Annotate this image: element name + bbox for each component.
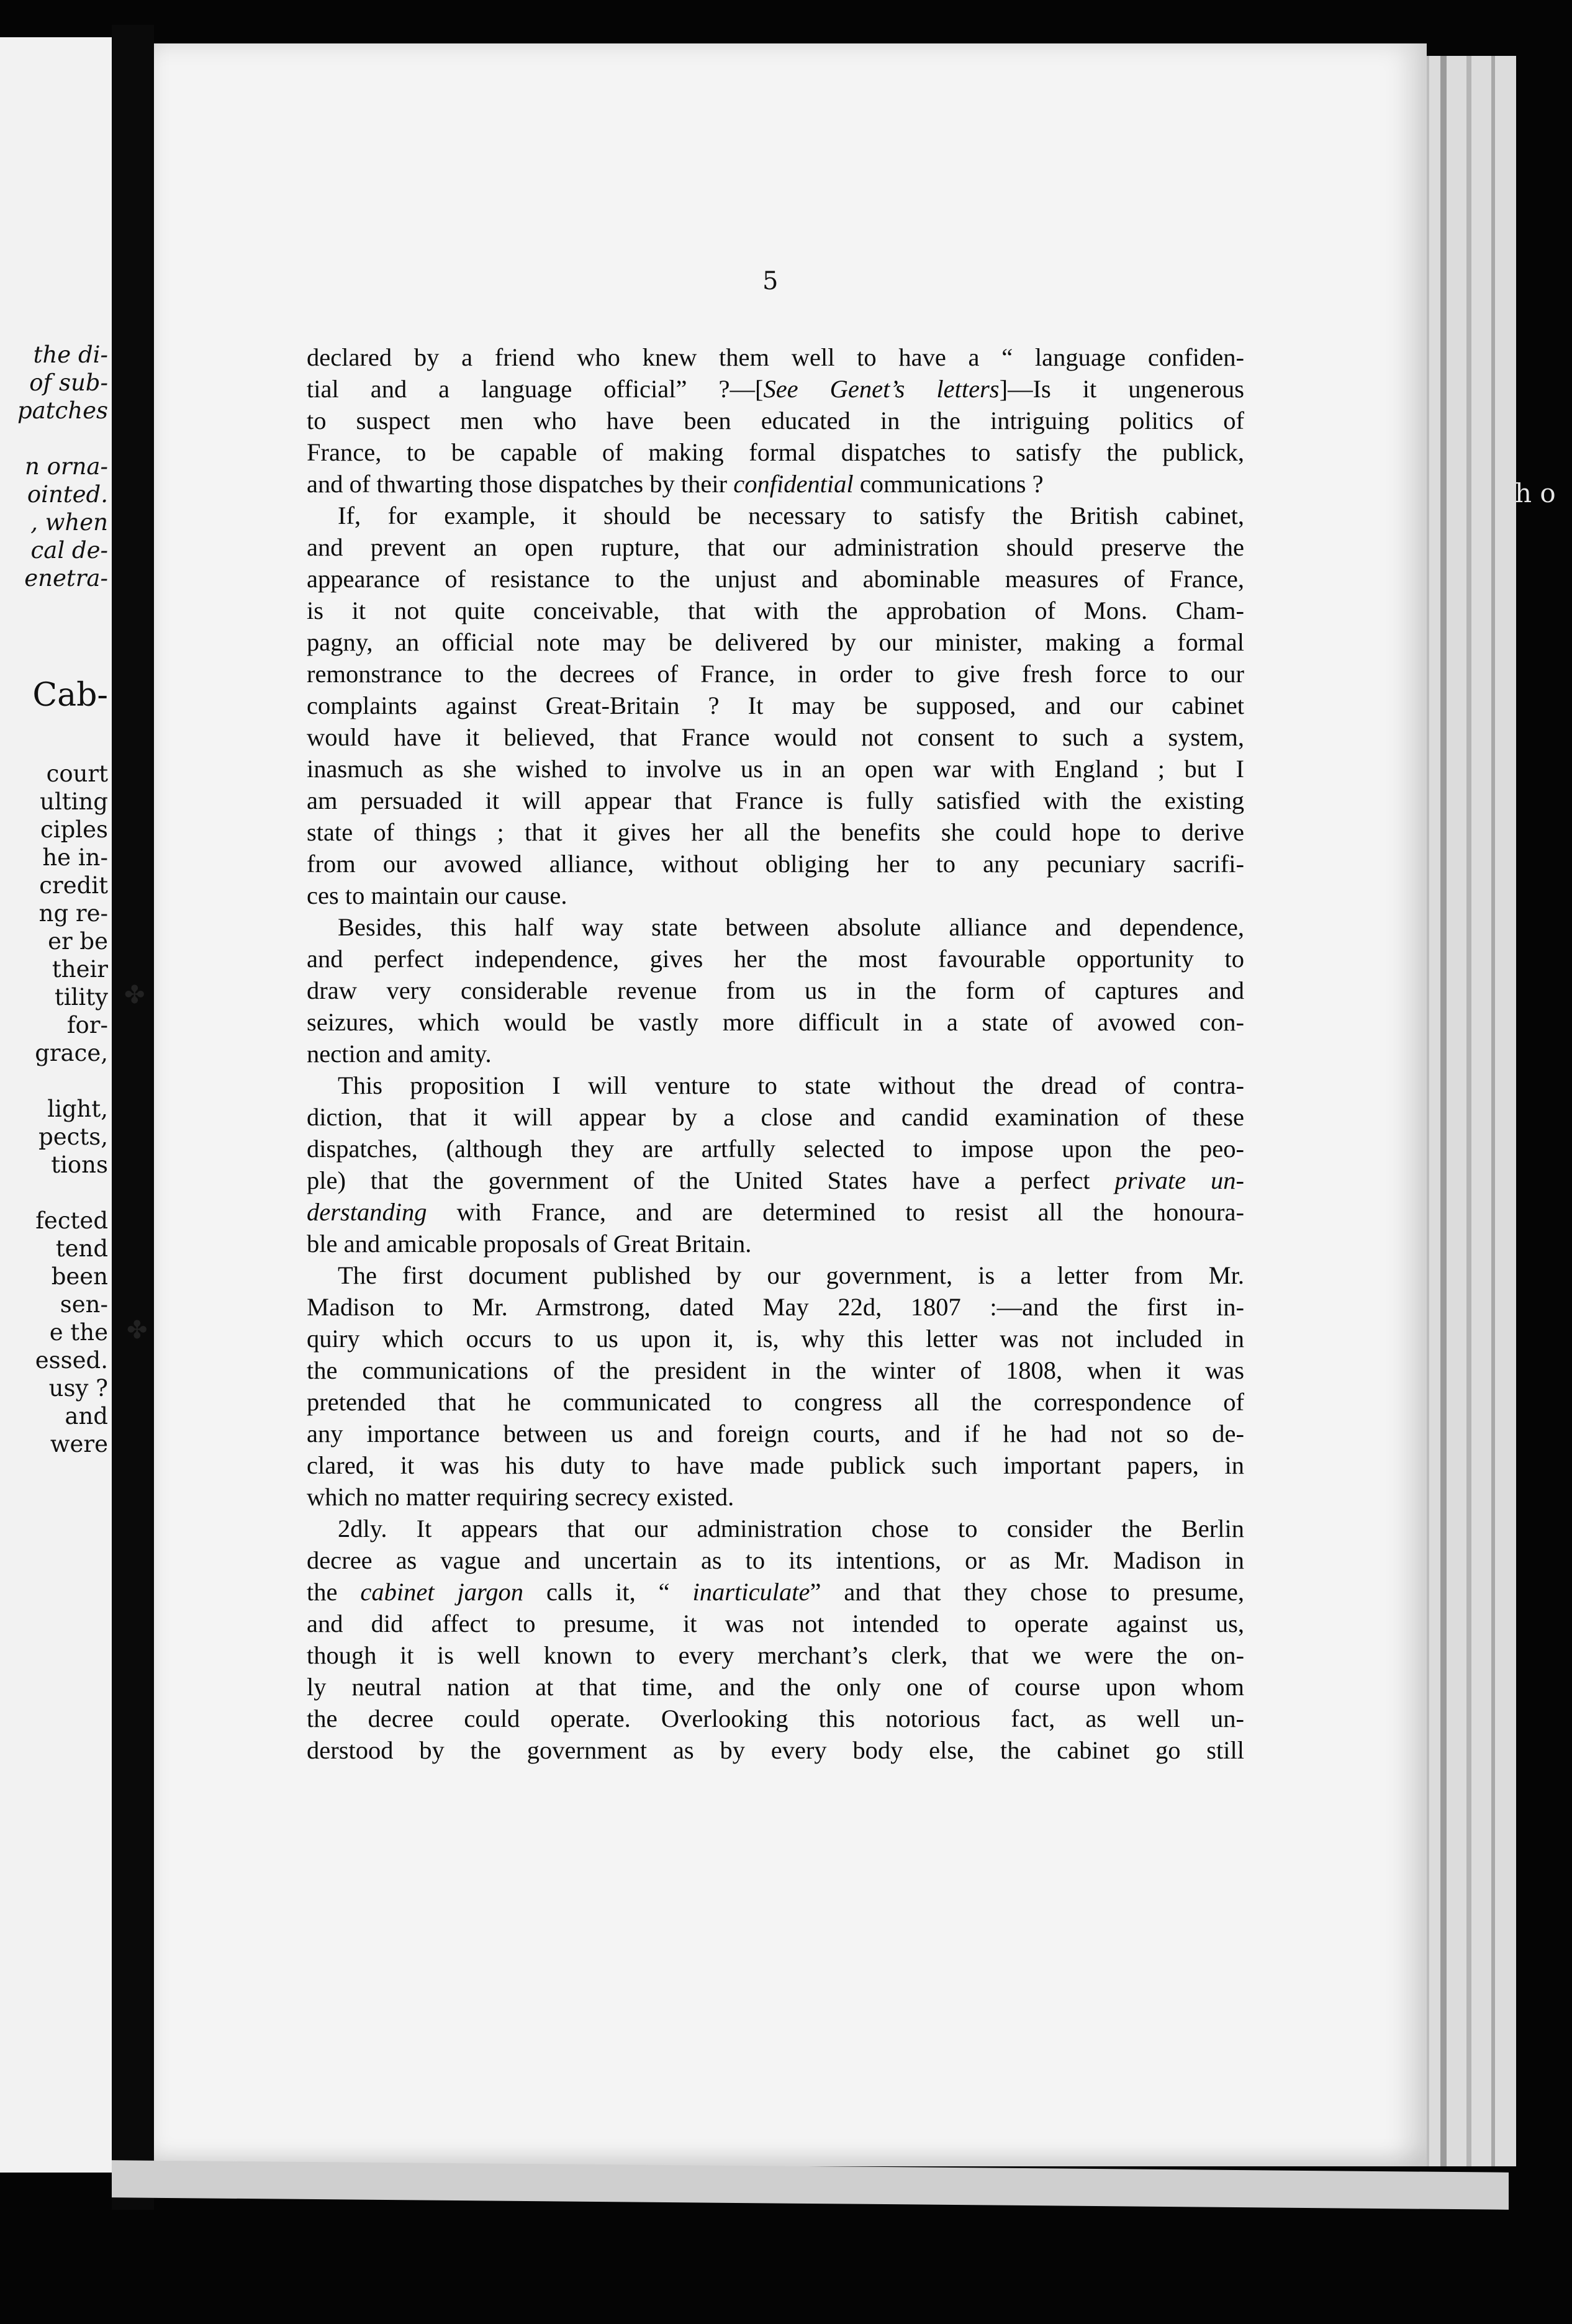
text-segment: appearance of resistance to the unjust and abominable measures of France, — [307, 565, 1244, 593]
text-segment: If, for example, it should be necessary to satisfy the British cabinet, — [338, 502, 1244, 529]
text-segment: This proposition I will venture to state without the dread of contra- — [338, 1071, 1244, 1099]
text-segment: and prevent an open rupture, that our administration should preserve the — [307, 533, 1244, 561]
text-line — [307, 1418, 1244, 1449]
text-line — [307, 500, 1244, 531]
italic-text-segment: private un- — [1114, 1166, 1244, 1194]
italic-text-segment: derstanding — [307, 1198, 427, 1226]
text-line — [307, 1544, 1244, 1576]
text-segment: declared by a friend who knew them well to have a “ language confiden- — [307, 343, 1244, 371]
text-segment: and of thwarting those dispatches by their — [307, 470, 734, 498]
italic-text-segment: See Genet’s letters — [763, 375, 1000, 403]
text-line — [307, 1038, 1244, 1070]
text-line — [307, 975, 1244, 1006]
left-page-line-fragment: been — [51, 1263, 108, 1290]
text-line — [307, 1386, 1244, 1418]
text-line — [307, 341, 1244, 373]
text-line — [307, 658, 1244, 690]
text-segment: dispatches, (although they are artfully selected to impose upon the peo- — [307, 1135, 1244, 1163]
text-line — [307, 468, 1244, 500]
text-line — [307, 1639, 1244, 1671]
left-page-line-fragment: pects, — [38, 1124, 108, 1150]
text-segment: remonstrance to the decrees of France, in order to give fresh force to our — [307, 660, 1244, 688]
text-segment: seizures, which would be vastly more difficult in a state of avowed con- — [307, 1008, 1244, 1036]
left-page-line-fragment: Cab- — [32, 677, 108, 714]
body-text — [307, 341, 1244, 1766]
text-line — [307, 1354, 1244, 1386]
left-page-line-fragment: ciples — [40, 816, 108, 843]
text-line — [307, 405, 1244, 436]
text-segment: decree as vague and uncertain as to its intentions, or as Mr. Madison in — [307, 1546, 1244, 1574]
left-page-line-fragment: tend — [55, 1235, 108, 1262]
text-line — [307, 1006, 1244, 1038]
text-segment: and did affect to presume, it was not intended to operate against us, — [307, 1610, 1244, 1637]
left-page-line-fragment: grace, — [35, 1040, 108, 1066]
text-segment: quiry which occurs to us upon it, is, why this letter was not included in — [307, 1325, 1244, 1353]
text-line — [307, 436, 1244, 468]
left-page-line-fragment: tions — [51, 1151, 108, 1178]
left-page-line-fragment: of sub- — [29, 369, 108, 396]
left-page-line-fragment: n orna- — [25, 453, 108, 480]
text-segment: draw very considerable revenue from us in the form of captures and — [307, 976, 1244, 1004]
left-page-line-fragment: sen- — [60, 1291, 108, 1318]
left-page-line-fragment: the di- — [33, 341, 108, 368]
text-segment: nection and amity. — [307, 1040, 492, 1068]
text-segment: ly neutral nation at that time, and the only one of course upon whom — [307, 1673, 1244, 1701]
text-segment: ]—Is it ungenerous — [999, 375, 1244, 403]
text-line — [307, 1323, 1244, 1354]
gutter-ornament-mark: ✤ — [127, 1316, 148, 1344]
text-segment: with France, and are determined to resist all the honoura- — [427, 1198, 1244, 1226]
text-line — [307, 626, 1244, 658]
text-segment: ple) that the government of the United States have a perfect — [307, 1166, 1115, 1194]
left-page-line-fragment: and — [65, 1403, 108, 1430]
left-page-line-fragment: cal de- — [30, 537, 108, 564]
text-segment: and perfect independence, gives her the most favourable opportunity to — [307, 945, 1244, 973]
text-segment: the communications of the president in the winter of 1808, when it was — [307, 1356, 1244, 1384]
text-segment: 2dly. It appears that our administration chose to consider the Berlin — [338, 1515, 1244, 1543]
text-segment: calls it, “ — [523, 1578, 693, 1606]
left-page-line-fragment: he in- — [42, 844, 108, 871]
text-segment: ” and that they chose to presume, — [810, 1578, 1244, 1606]
left-page-line-fragment: enetra- — [24, 565, 108, 592]
text-segment: to suspect men who have been educated in the intriguing politics of — [307, 407, 1244, 435]
left-page-line-fragment: ng re- — [38, 900, 108, 927]
text-segment: the decree could operate. Overlooking this notorious fact, as well un- — [307, 1705, 1244, 1732]
text-line — [307, 1703, 1244, 1734]
italic-text-segment: inarticulate — [692, 1578, 810, 1606]
text-segment: tial and a language official” ?—[ — [307, 375, 764, 403]
text-segment: state of things ; that it gives her all the benefits she could hope to derive — [307, 818, 1244, 846]
text-segment: Madison to Mr. Armstrong, dated May 22d, 1807 :—and the first in- — [307, 1293, 1244, 1321]
text-line — [307, 563, 1244, 595]
text-line — [307, 1070, 1244, 1101]
text-line — [307, 690, 1244, 721]
left-page-line-fragment: e the — [49, 1319, 108, 1346]
text-segment: ble and amicable proposals of Great Britain. — [307, 1230, 752, 1258]
italic-text-segment: confidential — [733, 470, 854, 498]
left-page-line-fragment: ulting — [40, 788, 108, 815]
page-edge-stack — [1427, 56, 1516, 2166]
text-segment: complaints against Great-Britain ? It may be supposed, and our cabinet — [307, 691, 1244, 719]
text-line — [307, 911, 1244, 943]
text-line — [307, 721, 1244, 753]
left-page-line-fragment: were — [50, 1431, 108, 1457]
page-edge-fold — [1466, 56, 1471, 2166]
text-line — [307, 1164, 1244, 1196]
page-edge-fold — [1440, 56, 1447, 2166]
left-page-line-fragment: er be — [48, 928, 108, 955]
text-line — [307, 1576, 1244, 1608]
text-line — [307, 1133, 1244, 1164]
left-page-fragment — [0, 37, 112, 2173]
text-segment: The first document published by our government, is a letter from Mr. — [338, 1261, 1244, 1289]
text-line — [307, 1291, 1244, 1323]
text-segment: France, to be capable of making formal dispatches to satisfy the publick, — [307, 438, 1244, 466]
text-segment: the — [307, 1578, 361, 1606]
text-segment: would have it believed, that France would not consent to such a system, — [307, 723, 1244, 751]
text-segment: am persuaded it will appear that France is fully satisfied with the existing — [307, 786, 1244, 814]
text-line — [307, 1513, 1244, 1544]
text-line — [307, 1608, 1244, 1639]
text-line — [307, 1259, 1244, 1291]
page-edge-fold — [1491, 56, 1495, 2166]
left-page-line-fragment: patches — [17, 397, 108, 424]
left-page-line-fragment: credit — [39, 872, 108, 899]
text-line — [307, 531, 1244, 563]
text-line — [307, 785, 1244, 816]
text-line — [307, 943, 1244, 975]
text-line — [307, 848, 1244, 880]
italic-text-segment: cabinet jargon — [360, 1578, 524, 1606]
margin-mark: h o — [1515, 478, 1556, 508]
gutter-ornament-mark: ✤ — [124, 981, 145, 1009]
text-segment: Besides, this half way state between absolute alliance and dependence, — [338, 913, 1244, 941]
left-page-line-fragment: essed. — [35, 1347, 108, 1374]
text-line — [307, 1481, 1244, 1513]
page-number: 5 — [762, 267, 779, 295]
page-bottom-edge — [112, 2160, 1509, 2210]
left-page-line-fragment: , when — [30, 509, 108, 536]
text-segment: from our avowed alliance, without obliging her to any pecuniary sacrifi- — [307, 850, 1244, 878]
left-page-line-fragment: fected — [35, 1207, 108, 1234]
book-gutter — [112, 25, 154, 2210]
left-page-line-fragment: tility — [54, 984, 108, 1011]
text-segment: any importance between us and foreign courts, and if he had not so de- — [307, 1420, 1244, 1448]
text-line — [307, 373, 1244, 405]
text-segment: clared, it was his duty to have made publick such important papers, in — [307, 1451, 1244, 1479]
text-segment: derstood by the government as by every body else, the cabinet go still — [307, 1736, 1244, 1764]
text-segment: is it not quite conceivable, that with the approbation of Mons. Cham- — [307, 597, 1244, 624]
text-segment: diction, that it will appear by a close and candid examination of these — [307, 1103, 1244, 1131]
text-segment: which no matter requiring secrecy existed. — [307, 1483, 734, 1511]
text-segment: ces to maintain our cause. — [307, 881, 567, 909]
text-line — [307, 595, 1244, 626]
text-line — [307, 753, 1244, 785]
text-line — [307, 1101, 1244, 1133]
text-line — [307, 1734, 1244, 1766]
text-line — [307, 816, 1244, 848]
text-line — [307, 1449, 1244, 1481]
left-page-line-fragment: their — [52, 956, 108, 983]
text-segment: inasmuch as she wished to involve us in an open war with England ; but I — [307, 755, 1244, 783]
text-segment: pretended that he communicated to congress all the correspondence of — [307, 1388, 1244, 1416]
text-line — [307, 880, 1244, 911]
text-segment: pagny, an official note may be delivered by our minister, making a formal — [307, 628, 1244, 656]
left-page-line-fragment: court — [46, 760, 108, 787]
text-line — [307, 1196, 1244, 1228]
text-segment: communications ? — [853, 470, 1044, 498]
left-page-line-fragment: for- — [66, 1012, 108, 1038]
left-page-line-fragment: usy ? — [48, 1375, 108, 1402]
left-page-line-fragment: ointed. — [27, 481, 108, 508]
text-line — [307, 1228, 1244, 1259]
text-line — [307, 1671, 1244, 1703]
left-page-line-fragment: light, — [47, 1096, 108, 1122]
text-segment: though it is well known to every merchant’s clerk, that we were the on- — [307, 1641, 1244, 1669]
